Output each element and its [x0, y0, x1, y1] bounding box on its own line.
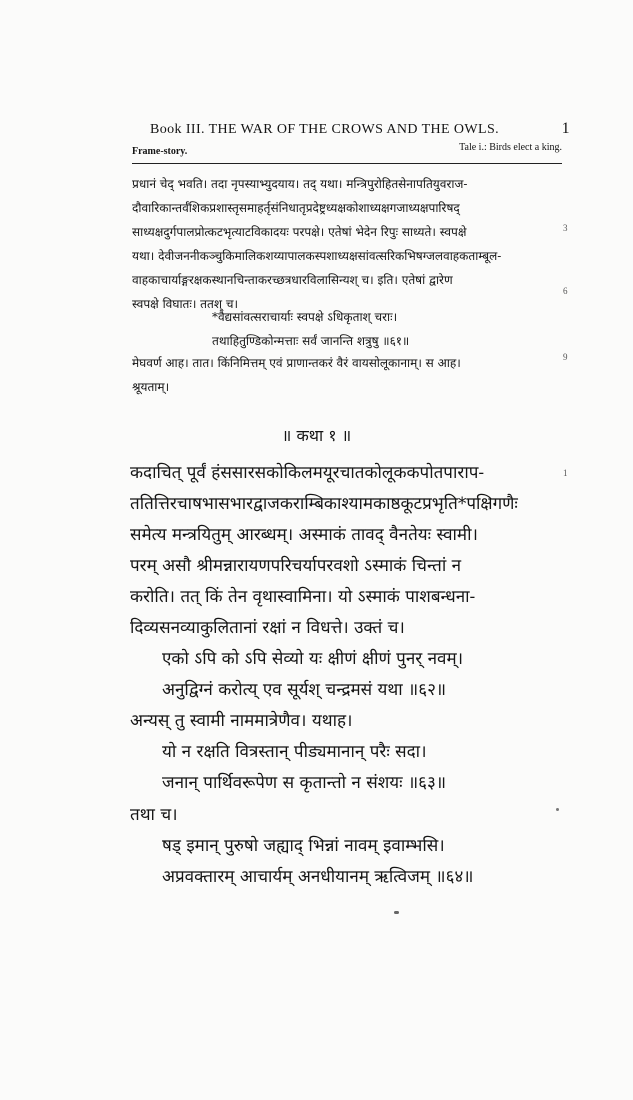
tale-label: Tale i.: Birds elect a king.: [459, 142, 562, 153]
margin-line-number: 9: [563, 352, 568, 362]
running-head-title: Book III. THE WAR OF THE CROWS AND THE OWLS.: [150, 122, 500, 137]
story-line: कदाचित् पूर्वं हंससारसकोकिलमयूरचातकोलूककपोतपाराप-: [130, 463, 485, 483]
prose-line: दौवारिकान्तर्वंशिकप्रशास्तृसमाहर्तृसंनिधातृप्रदेष्ट्रध्यक्षकोशाध्यक्षगजाध्यक्षपारिषद्: [132, 201, 460, 215]
story-prose: [130, 458, 560, 644]
story-line: परम् असौ श्रीमन्नारायणपरिचर्यापरवशो ऽस्माकं चिन्तां न: [130, 556, 462, 576]
prose-mid: [132, 351, 558, 399]
prose-line: मेघवर्ण आह। तात। किंनिमित्तम् एवं प्राणान्तकरं वैरं वायसोलूकानाम्। स आह।: [132, 356, 461, 370]
story-line: दिव्यसनव्याकुलितानां रक्षां न विधत्ते। उक्तं च।: [130, 618, 405, 638]
verse-64: [162, 831, 562, 893]
sub-header: [132, 142, 562, 164]
verse-line: अनुद्विग्नं करोत्य् एव सूर्यश् चन्द्रमसं यथा ॥६२॥: [162, 680, 447, 700]
story-title: ॥ कथा १ ॥: [281, 426, 352, 445]
margin-line-number: 6: [563, 286, 568, 296]
prose-after-62: [130, 706, 560, 737]
tatha-line: [130, 800, 560, 831]
verse-line: एको ऽपि को ऽपि सेव्यो यः क्षीणं क्षीणं पुनर् नवम्।: [162, 649, 464, 669]
verse-62: [162, 644, 562, 706]
verse-line: तथाहितुण्डिकोन्मत्ताः सर्वं जानन्ति शत्रुषु ॥६१॥: [212, 334, 410, 348]
speck: [556, 808, 559, 811]
verse-61: [212, 305, 532, 353]
story-line: करोति। तत् किं तेन वृथास्वामिना। यो ऽस्माकं पाशबन्धना-: [130, 587, 476, 607]
verse-line: यो न रक्षति वित्रस्तान् पीड्यमानान् परैः सदा।: [162, 742, 427, 762]
page-number: 1: [561, 120, 570, 137]
verse-line: षड् इमान् पुरुषो जह्याद् भिन्नां नावम् इवाम्भसि।: [162, 836, 445, 856]
frame-story-label: Frame-story.: [132, 146, 188, 157]
prose-line: प्रधानं चेद् भवति। तदा नृपस्याभ्युदयाय। तद् यथा। मन्त्रिपुरोहितसेनापतियुवराज-: [132, 177, 468, 191]
story-line: समेत्य मन्त्रयितुम् आरब्धम्। अस्माकं तावद् वैनतेयः स्वामी।: [130, 525, 478, 545]
prose-line: यथा। देवीजननीकञ्चुकिमालिकशय्यापालकस्पशाध्यक्षसांवत्सरिकभिषग्जलवाहकताम्बूल-: [132, 249, 502, 263]
verse-line: अप्रवक्तारम् आचार्यम् अनधीयानम् ऋत्विजम् ॥६४॥: [162, 867, 474, 887]
margin-line-number: 1: [563, 468, 568, 478]
prose-top: [132, 172, 558, 316]
verse-63: [162, 737, 562, 799]
prose-line: साध्यक्षदुर्गपालप्रोत्कटभृत्याटविकादयः परपक्षे। एतेषां भेदेन रिपुः साध्यते। स्वपक्षे: [132, 225, 467, 239]
verse-line: *वैद्यसांवत्सराचार्याः स्वपक्षे ऽधिकृताश् चराः।: [212, 310, 398, 324]
verse-line: जनान् पार्थिवरूपेण स कृतान्तो न संशयः ॥६३॥: [162, 773, 447, 793]
speck: [394, 911, 399, 914]
running-header: [150, 122, 570, 142]
prose-line: वाहकाचार्याङ्गरक्षकस्थानचिन्ताकरच्छत्रधारविलासिन्यश् च। इति। एतेषां द्वारेण: [132, 273, 453, 287]
story-line: ततित्तिरचाषभासभारद्वाजकराम्बिकाश्यामकाष्ठकूटप्रभृति*पक्षिगणैः: [130, 494, 518, 514]
prose-line: श्रूयताम्।: [132, 380, 170, 394]
prose-line: स्वपक्षे विघातः। ततश् च।: [132, 297, 239, 311]
margin-line-number: 3: [563, 223, 568, 233]
header-rule: [132, 163, 562, 164]
story-line: तथा च।: [130, 805, 178, 825]
story-line: अन्यस् तु स्वामी नाममात्रेणैव। यथाह।: [130, 711, 353, 731]
